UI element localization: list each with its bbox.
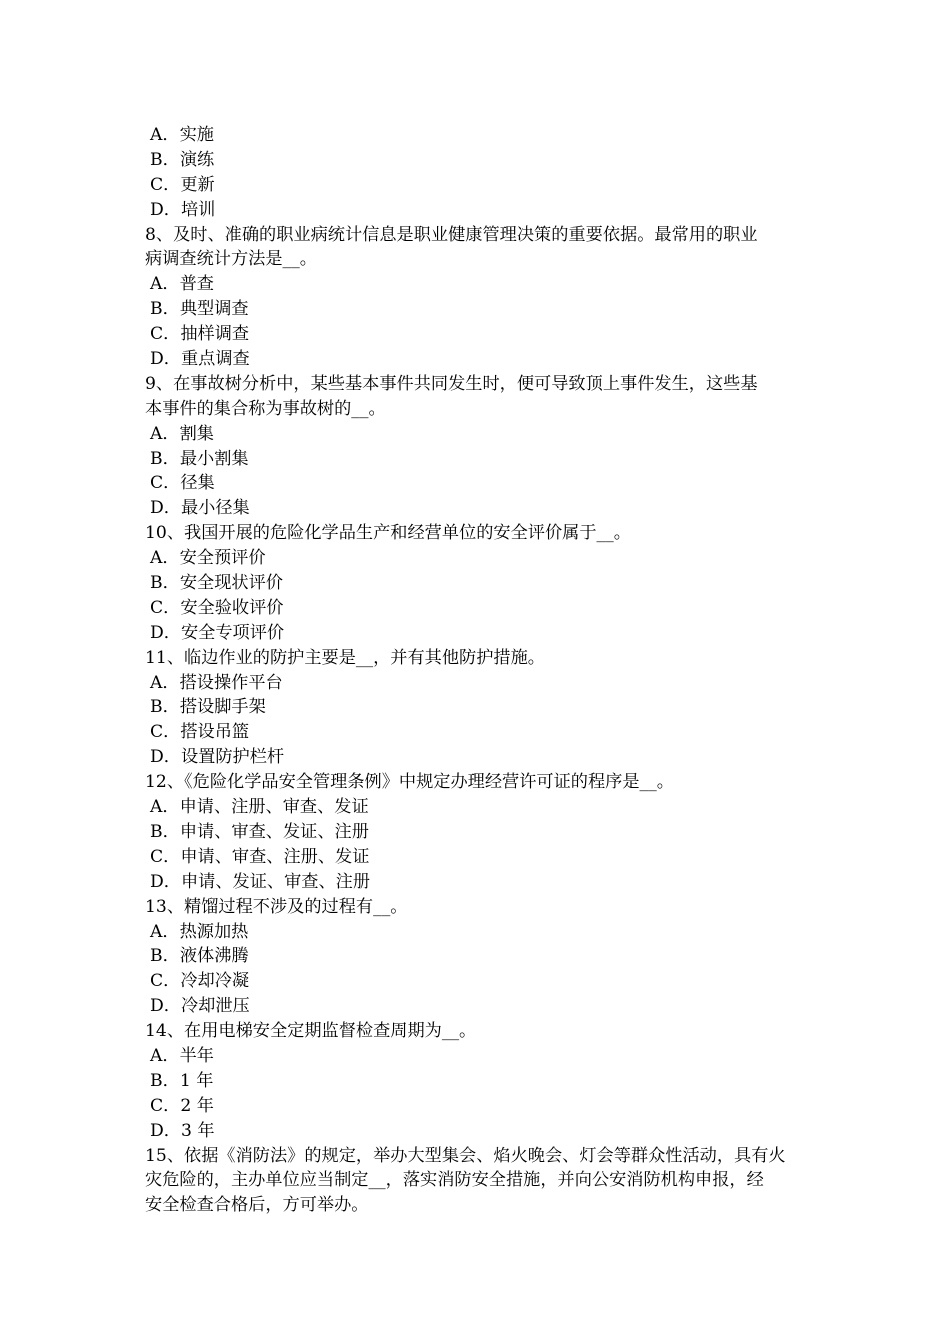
option-b: B．安全现状评价: [150, 573, 283, 594]
option-b: B．液体沸腾: [150, 946, 249, 967]
question-text: 安全检查合格后，方可举办。: [145, 1195, 369, 1216]
option-d: D．重点调查: [150, 349, 250, 370]
option-c: C．安全验收评价: [150, 597, 284, 618]
question-11: [145, 646, 810, 770]
option-a: A．半年: [150, 1045, 214, 1066]
option-c: C．2 年: [150, 1095, 214, 1116]
question-12: [145, 770, 810, 894]
question-10: [145, 521, 810, 645]
document-body: [145, 123, 810, 1218]
option-c: C．申请、审查、注册、发证: [150, 846, 370, 867]
option-b: B．申请、审查、发证、注册: [150, 821, 369, 842]
option-d: D．设置防护栏杆: [150, 747, 285, 768]
option-d: D．冷却泄压: [150, 996, 250, 1017]
question-text: 13、精馏过程不涉及的过程有__。: [145, 896, 408, 917]
option-b: B．最小割集: [150, 448, 249, 469]
option-a: A．申请、注册、审查、发证: [150, 797, 369, 818]
question-text: 8、及时、准确的职业病统计信息是职业健康管理决策的重要依据。最常用的职业: [145, 224, 758, 245]
option-b: B．典型调查: [150, 299, 249, 320]
question-text: 15、依据《消防法》的规定，举办大型集会、焰火晚会、灯会等群众性活动，具有火: [145, 1145, 786, 1166]
option-d: D．3 年: [150, 1120, 215, 1141]
question-text: 10、我国开展的危险化学品生产和经营单位的安全评价属于__。: [145, 523, 631, 544]
question-text: 病调查统计方法是__。: [145, 249, 317, 270]
option-c: C．径集: [150, 473, 215, 494]
option-d: D．申请、发证、审查、注册: [150, 871, 371, 892]
question-8: [145, 223, 810, 372]
question-13: [145, 895, 810, 1019]
question-15: [145, 1144, 810, 1219]
option-a: A．热源加热: [150, 921, 249, 942]
option-b: B．演练: [150, 149, 215, 170]
question-text: 本事件的集合称为事故树的__。: [145, 398, 386, 419]
option-c: C．冷却冷凝: [150, 971, 250, 992]
question-text: 9、在事故树分析中，某些基本事件共同发生时，便可导致顶上事件发生，这些基: [145, 373, 758, 394]
question-text: 11、临边作业的防护主要是__，并有其他防护措施。: [145, 647, 545, 668]
option-d: D．培训: [150, 199, 216, 220]
question-text: 14、在用电梯安全定期监督检查周期为__。: [145, 1021, 477, 1042]
option-a: A．实施: [150, 125, 214, 145]
option-b: B．1 年: [150, 1070, 214, 1091]
option-a: A．普查: [150, 274, 214, 295]
option-d: D．安全专项评价: [150, 622, 285, 643]
option-c: C．搭设吊篮: [150, 722, 250, 743]
option-c: C．抽样调查: [150, 324, 250, 345]
option-b: B．搭设脚手架: [150, 697, 266, 718]
option-d: D．最小径集: [150, 498, 250, 519]
option-a: A．割集: [150, 423, 214, 444]
option-a: A．安全预评价: [150, 548, 266, 569]
question-9: [145, 372, 810, 521]
option-c: C．更新: [150, 174, 215, 195]
question-text: 12、《危险化学品安全管理条例》中规定办理经营许可证的程序是__。: [145, 772, 674, 793]
question-14: [145, 1019, 810, 1143]
lead-options: [145, 123, 810, 223]
option-a: A．搭设操作平台: [150, 672, 283, 693]
question-text: 灾危险的，主办单位应当制定__，落实消防安全措施，并向公安消防机构申报，经: [145, 1170, 764, 1191]
